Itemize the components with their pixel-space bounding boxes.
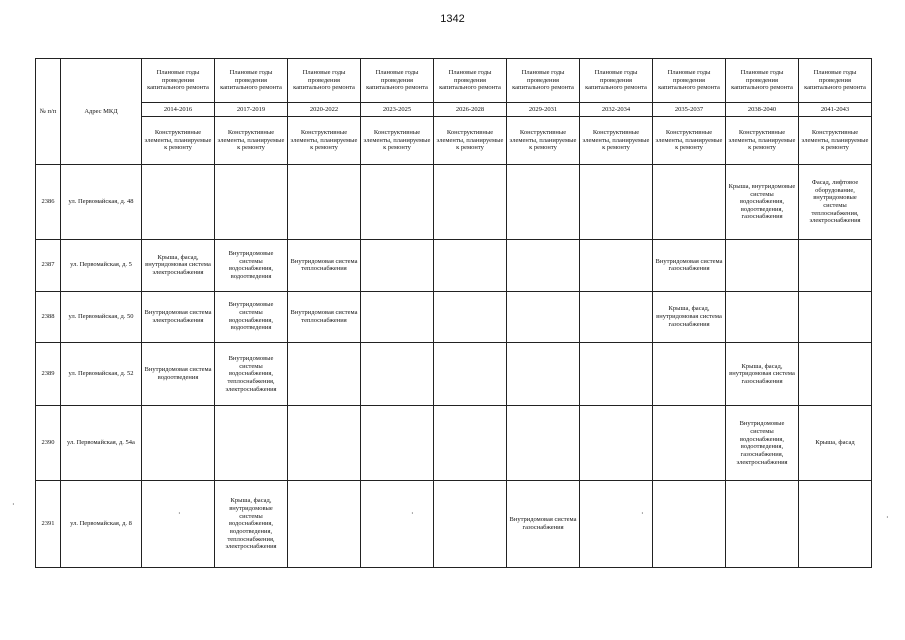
repair-cell <box>653 343 726 406</box>
repair-cell <box>653 406 726 481</box>
repair-cell: Внутридомовая система теплоснабжения <box>288 291 361 343</box>
table-row <box>36 239 872 291</box>
planned-years-header: Плановые годы проведения капитального ремонта <box>507 59 580 103</box>
row-number: 2387 <box>36 239 61 291</box>
row-number: 2390 <box>36 406 61 481</box>
repair-cell <box>580 343 653 406</box>
repair-cell <box>507 343 580 406</box>
repair-cell <box>726 481 799 568</box>
repair-cell <box>434 165 507 240</box>
repair-cell <box>361 481 434 568</box>
row-number: 2391 <box>36 481 61 568</box>
repair-cell <box>580 165 653 240</box>
repair-cell <box>434 343 507 406</box>
row-address: ул. Первомайская, д. 52 <box>61 343 142 406</box>
repair-cell <box>653 165 726 240</box>
repair-cell: Внутридомовая система теплоснабжения <box>288 239 361 291</box>
repair-cell <box>799 239 872 291</box>
scan-speck: · <box>12 500 15 509</box>
repair-cell <box>215 165 288 240</box>
table-row <box>36 165 872 240</box>
capital-repair-schedule-table <box>35 58 872 568</box>
planned-years-header: Плановые годы проведения капитального ремонта <box>288 59 361 103</box>
elements-subheader: Конструктивные элементы, планируемые к ремонту <box>726 117 799 165</box>
period-header: 2017-2019 <box>215 103 288 117</box>
row-address: ул. Первомайская, д. 48 <box>61 165 142 240</box>
repair-cell <box>507 406 580 481</box>
repair-cell <box>142 406 215 481</box>
elements-subheader: Конструктивные элементы, планируемые к ремонту <box>653 117 726 165</box>
scan-speck: · <box>886 513 889 522</box>
repair-cell: Внутридомовые системы водоснабжения, водоотведения, газоснабжения, электроснабжения <box>726 406 799 481</box>
repair-cell: Внутридомовая система электроснабжения <box>142 291 215 343</box>
repair-cell <box>142 481 215 568</box>
planned-years-header: Плановые годы проведения капитального ремонта <box>726 59 799 103</box>
repair-cell <box>799 343 872 406</box>
repair-cell <box>288 343 361 406</box>
repair-cell <box>799 291 872 343</box>
repair-cell <box>142 165 215 240</box>
repair-cell <box>726 239 799 291</box>
repair-cell <box>653 481 726 568</box>
row-address: ул. Первомайская, д. 50 <box>61 291 142 343</box>
column-header-number: № п/п <box>36 59 61 165</box>
repair-cell <box>434 406 507 481</box>
repair-cell <box>726 291 799 343</box>
repair-cell <box>507 239 580 291</box>
table-row <box>36 406 872 481</box>
row-number: 2389 <box>36 343 61 406</box>
row-address: ул. Первомайская, д. 8 <box>61 481 142 568</box>
elements-subheader: Конструктивные элементы, планируемые к ремонту <box>580 117 653 165</box>
period-header: 2026-2028 <box>434 103 507 117</box>
elements-subheader: Конструктивные элементы, планируемые к ремонту <box>215 117 288 165</box>
page-number: 1342 <box>440 13 465 25</box>
elements-subheader: Конструктивные элементы, планируемые к ремонту <box>288 117 361 165</box>
planned-years-header: Плановые годы проведения капитального ремонта <box>799 59 872 103</box>
elements-subheader: Конструктивные элементы, планируемые к ремонту <box>799 117 872 165</box>
table-row <box>36 343 872 406</box>
row-address: ул. Первомайская, д. 5 <box>61 239 142 291</box>
period-header: 2041-2043 <box>799 103 872 117</box>
repair-cell: Крыша, фасад, внутридомовая система газоснабжения <box>726 343 799 406</box>
period-header: 2038-2040 <box>726 103 799 117</box>
period-header: 2023-2025 <box>361 103 434 117</box>
repair-cell <box>434 481 507 568</box>
planned-years-header: Плановые годы проведения капитального ремонта <box>361 59 434 103</box>
repair-cell <box>361 239 434 291</box>
scan-speck: · <box>411 509 414 518</box>
period-header: 2014-2016 <box>142 103 215 117</box>
repair-cell <box>361 406 434 481</box>
repair-cell: Внутридомовая система газоснабжения <box>653 239 726 291</box>
period-header: 2029-2031 <box>507 103 580 117</box>
repair-cell <box>580 291 653 343</box>
repair-cell: Фасад, лифтовое оборудование, внутридомовые системы теплоснабжения, электроснабжения <box>799 165 872 240</box>
repair-cell <box>215 406 288 481</box>
repair-cell: Крыша, фасад, внутридомовая система электроснабжения <box>142 239 215 291</box>
repair-cell: Внутридомовая система газоснабжения <box>507 481 580 568</box>
repair-cell: Крыша, внутридомовые системы водоснабжения, водоотведения, газоснабжения <box>726 165 799 240</box>
repair-cell: Внутридомовая система водоотведения <box>142 343 215 406</box>
period-header: 2032-2034 <box>580 103 653 117</box>
repair-cell <box>507 165 580 240</box>
repair-cell <box>434 239 507 291</box>
table-row <box>36 291 872 343</box>
repair-cell: Внутридомовые системы водоснабжения, водоотведения <box>215 239 288 291</box>
repair-cell: Внутридомовые системы водоснабжения, водоотведения <box>215 291 288 343</box>
repair-cell: Крыша, фасад <box>799 406 872 481</box>
elements-subheader: Конструктивные элементы, планируемые к ремонту <box>361 117 434 165</box>
planned-years-header: Плановые годы проведения капитального ремонта <box>434 59 507 103</box>
elements-subheader: Конструктивные элементы, планируемые к ремонту <box>434 117 507 165</box>
column-header-address: Адрес МКД <box>61 59 142 165</box>
planned-years-header: Плановые годы проведения капитального ремонта <box>142 59 215 103</box>
planned-years-header: Плановые годы проведения капитального ремонта <box>653 59 726 103</box>
row-number: 2386 <box>36 165 61 240</box>
repair-cell <box>434 291 507 343</box>
repair-cell <box>507 291 580 343</box>
header-row-periods <box>36 103 872 117</box>
repair-cell <box>288 406 361 481</box>
repair-cell <box>288 165 361 240</box>
repair-cell: Крыша, фасад, внутридомовые системы водоснабжения, водоотведения, теплоснабжения, электроснабжения <box>215 481 288 568</box>
header-row-planned <box>36 59 872 103</box>
repair-cell <box>580 239 653 291</box>
scan-speck: · <box>641 509 644 518</box>
repair-cell: Крыша, фасад, внутридомовая система газоснабжения <box>653 291 726 343</box>
repair-cell <box>288 481 361 568</box>
repair-cell <box>580 406 653 481</box>
scan-speck: · <box>178 509 181 518</box>
period-header: 2020-2022 <box>288 103 361 117</box>
period-header: 2035-2037 <box>653 103 726 117</box>
repair-cell <box>361 165 434 240</box>
repair-cell <box>580 481 653 568</box>
elements-subheader: Конструктивные элементы, планируемые к ремонту <box>507 117 580 165</box>
repair-cell <box>361 291 434 343</box>
repair-cell: Внутридомовые системы водоснабжения, теплоснабжения, электроснабжения <box>215 343 288 406</box>
repair-cell <box>361 343 434 406</box>
header-row-elements <box>36 117 872 165</box>
planned-years-header: Плановые годы проведения капитального ремонта <box>580 59 653 103</box>
row-address: ул. Первомайская, д. 54а <box>61 406 142 481</box>
row-number: 2388 <box>36 291 61 343</box>
planned-years-header: Плановые годы проведения капитального ремонта <box>215 59 288 103</box>
table-row <box>36 481 872 568</box>
repair-cell <box>799 481 872 568</box>
elements-subheader: Конструктивные элементы, планируемые к ремонту <box>142 117 215 165</box>
